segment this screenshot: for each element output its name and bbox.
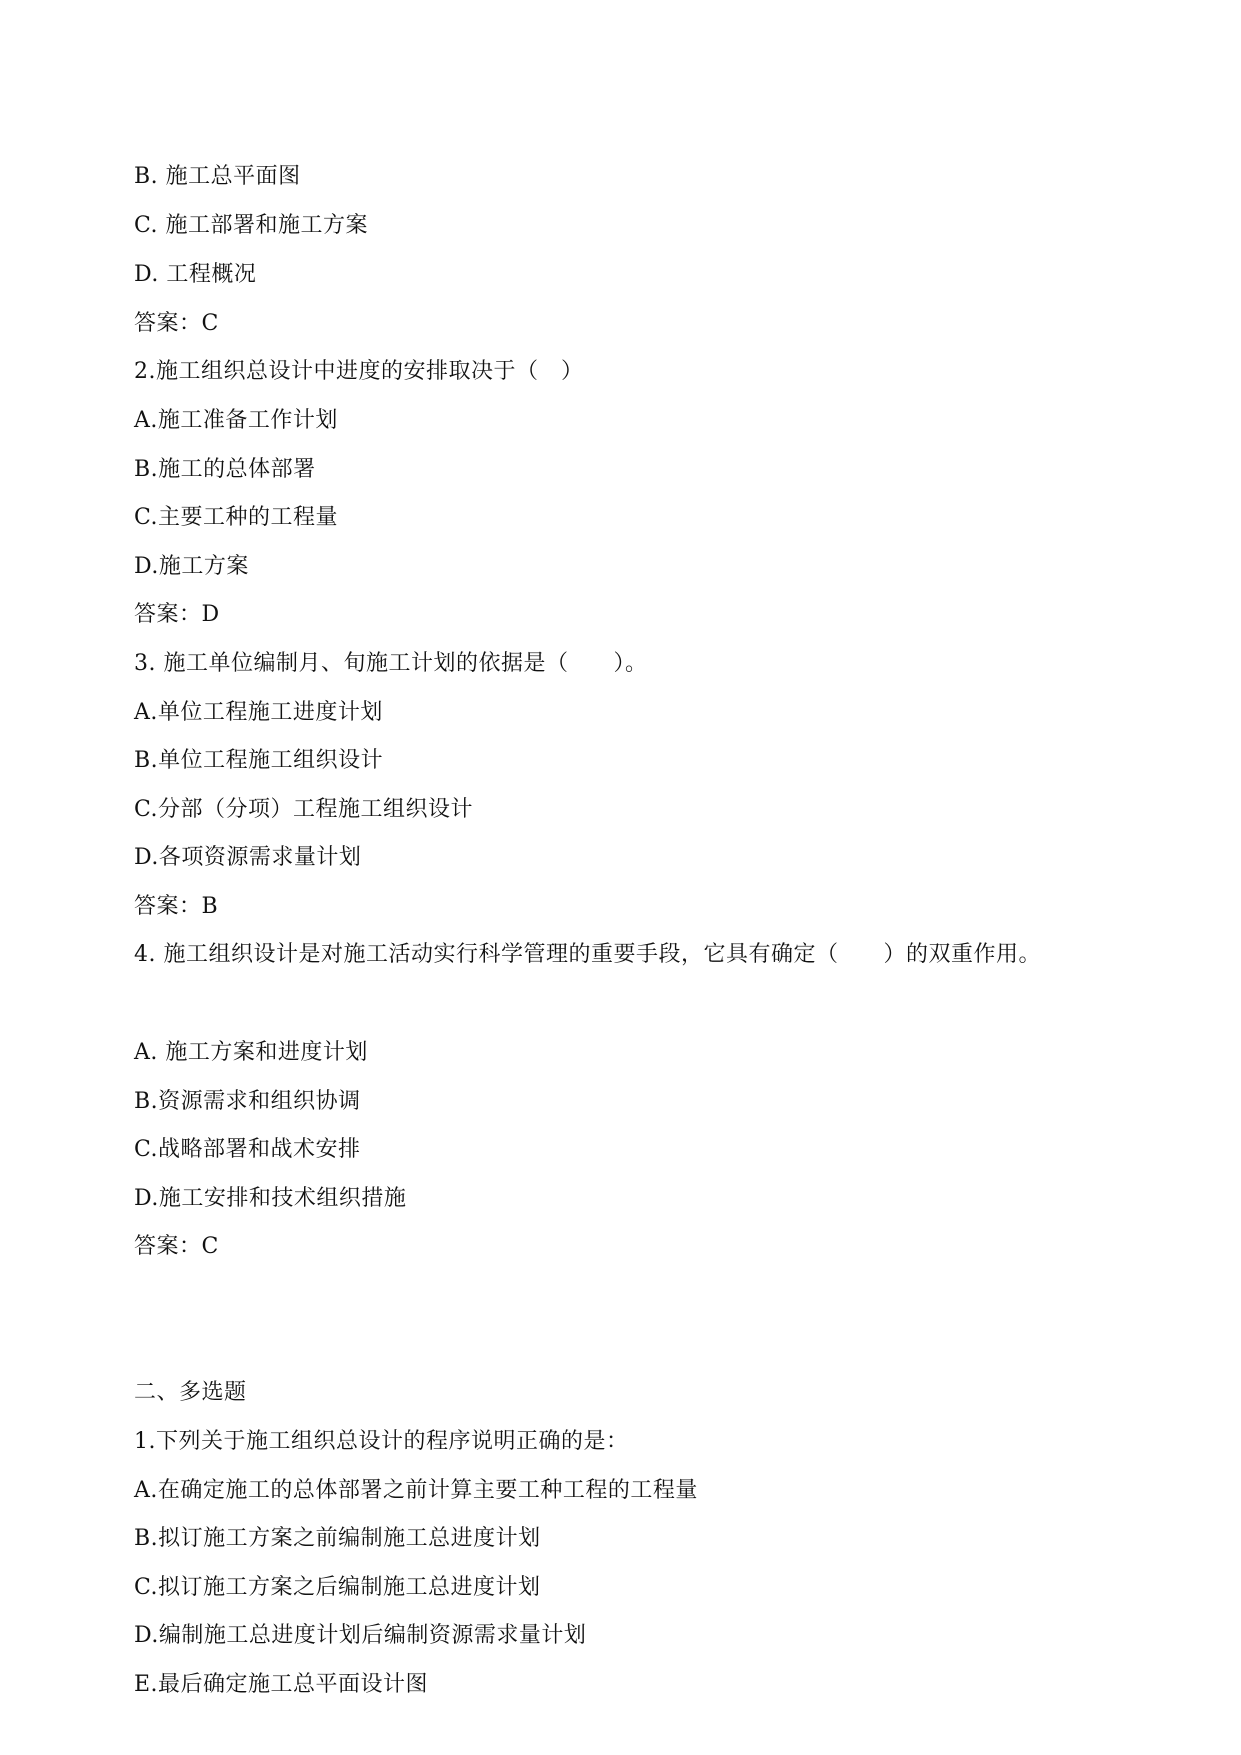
- section-heading-multiple-choice: 二、多选题: [134, 1380, 247, 1405]
- q3-option-d: D.各项资源需求量计划: [134, 845, 362, 870]
- q4-option-b: B.资源需求和组织协调: [134, 1089, 361, 1114]
- q4-option-d: D.施工安排和技术组织措施: [134, 1186, 407, 1211]
- mq1-option-e: E.最后确定施工总平面设计图: [134, 1672, 429, 1697]
- mq1-option-c: C.拟订施工方案之后编制施工总进度计划: [134, 1575, 541, 1600]
- mq1-stem: 1.下列关于施工组织总设计的程序说明正确的是：: [134, 1429, 629, 1454]
- q2-option-a: A.施工准备工作计划: [134, 408, 338, 433]
- q2-option-b: B.施工的总体部署: [134, 457, 316, 482]
- q3-stem: 3. 施工单位编制月、旬施工计划的依据是（ ）。: [134, 651, 648, 676]
- q3-option-a: A.单位工程施工进度计划: [134, 700, 383, 725]
- mq1-option-d: D.编制施工总进度计划后编制资源需求量计划: [134, 1623, 587, 1648]
- q1-answer: 答案：C: [134, 311, 219, 336]
- q3-option-b: B.单位工程施工组织设计: [134, 748, 384, 773]
- q2-stem: 2.施工组织总设计中进度的安排取决于（ ）: [134, 359, 584, 384]
- q1-option-d: D. 工程概况: [134, 262, 257, 287]
- q1-option-b: B. 施工总平面图: [134, 164, 301, 189]
- q4-option-c: C.战略部署和战术安排: [134, 1137, 361, 1162]
- q4-option-a: A. 施工方案和进度计划: [134, 1040, 368, 1065]
- mq1-option-a: A.在确定施工的总体部署之前计算主要工种工程的工程量: [134, 1478, 698, 1503]
- mq1-option-b: B.拟订施工方案之前编制施工总进度计划: [134, 1526, 541, 1551]
- q3-option-c: C.分部（分项）工程施工组织设计: [134, 797, 474, 822]
- q1-option-c: C. 施工部署和施工方案: [134, 213, 369, 238]
- q2-option-d: D.施工方案: [134, 554, 249, 579]
- q4-answer: 答案：C: [134, 1234, 219, 1259]
- q2-answer: 答案：D: [134, 602, 220, 627]
- q2-option-c: C.主要工种的工程量: [134, 505, 339, 530]
- q3-answer: 答案：B: [134, 894, 219, 919]
- q4-stem: 4. 施工组织设计是对施工活动实行科学管理的重要手段，它具有确定（ ）的双重作用。: [134, 942, 1041, 967]
